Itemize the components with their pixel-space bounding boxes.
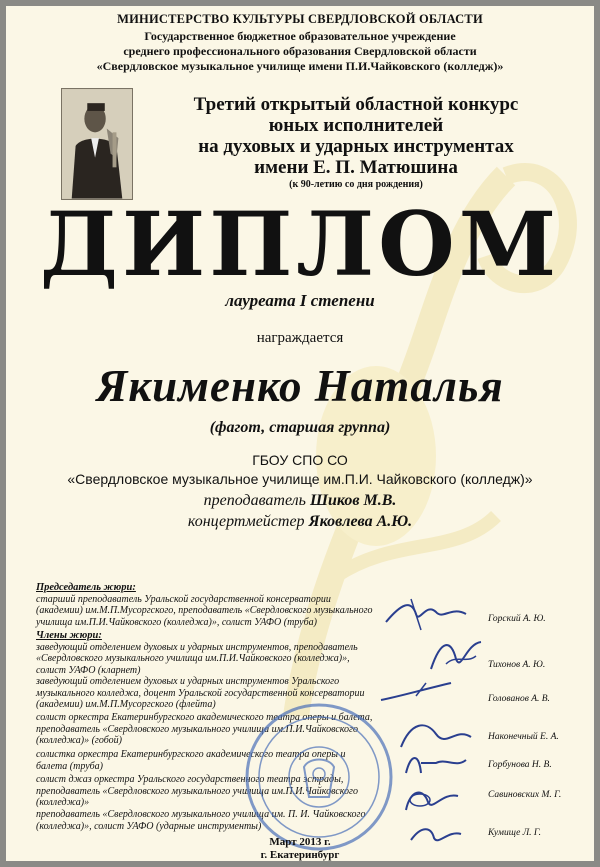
portrait-photo: [61, 88, 133, 200]
jury-member-name: Тихонов А. Ю.: [488, 660, 546, 670]
jury-member-text: преподаватель «Свердловского музыкального училища им. П. И. Чайковского (колледжа)», солист УАФО (ударные инструменты): [36, 809, 366, 832]
signature-icon: [396, 712, 476, 752]
signature-icon: [401, 748, 471, 780]
ministry-heading: МИНИСТЕРСТВО КУЛЬТУРЫ СВЕРДЛОВСКОЙ ОБЛАСТИ: [117, 12, 483, 26]
competition-title: имени Е. П. Матюшина: [254, 157, 458, 178]
jury-members-heading: Члены жюри:: [36, 630, 102, 641]
accompanist-line: [6, 513, 594, 531]
teacher-name: Шиков М.В.: [309, 492, 397, 509]
accompanist-label: концертмейстер: [187, 513, 305, 530]
issue-date: Март 2013 г.: [269, 836, 331, 848]
jury-member-name: Кумище Л. Г.: [488, 828, 541, 838]
jury-member-text: солист оркестра Екатеринбургского академического театра оперы и балета, преподаватель «Свердловского музыкального училища им.П.И.Чайковского (колледжа)» (гобой): [36, 712, 373, 746]
jury-member-text: заведующий отделением духовых и ударных инструментов Уральского музыкального колледжа, доцент Уральской государственной консерватории (академии) им.М.П.Мусоргского (флейта): [36, 676, 365, 710]
laureate-degree: лауреата I степени: [225, 291, 375, 310]
jury-member-name: Голованов А. В.: [488, 694, 550, 704]
signature-icon: [381, 594, 471, 634]
jury-member-name: Наконечный Е. А.: [488, 732, 559, 742]
winner-group: (фагот, старшая группа): [209, 419, 391, 436]
jury-chair-heading: Председатель жюри:: [36, 582, 136, 593]
jury-member-block: [36, 630, 376, 676]
jury-chair-name: Горский А. Ю.: [488, 614, 546, 624]
jury-member-text: заведующий отделением духовых и ударных инструментов, преподаватель «Свердловского музыкального училища им.П.И.Чайковского (колледжа)», солист УАФО (кларнет): [36, 641, 358, 676]
jury-chair-block: [36, 582, 376, 628]
signature-icon: [398, 782, 468, 816]
competition-title: Третий открытый областной конкурс: [193, 94, 519, 115]
awarded-label: награждается: [256, 330, 344, 346]
header-line: «Свердловское музыкальное училище имени П.И.Чайковского (колледж)»: [96, 59, 504, 73]
competition-title: на духовых и ударных инструментах: [198, 136, 514, 157]
teacher-line: [6, 492, 594, 510]
teacher-label: преподаватель: [203, 492, 306, 509]
accompanist-name: Яковлева А.Ю.: [308, 513, 413, 530]
institution-short: ГБОУ СПО СО: [252, 452, 348, 468]
jury-member-text: солистка оркестра Екатеринбургского академического театра оперы и балета (труба): [36, 749, 346, 772]
header-line: Государственное бюджетное образовательное учреждение: [144, 29, 456, 43]
jury-member-name: Савиновских М. Г.: [488, 790, 562, 800]
jury-member-name: Горбунова Н. В.: [488, 760, 552, 770]
signature-icon: [426, 634, 486, 674]
institution-full: «Свердловское музыкальное училище им.П.И. Чайковского (колледж)»: [67, 471, 533, 487]
jury-member-text: солист джаз оркестра Уральского государственного театра эстрады, преподаватель «Свердловского музыкального училища им.П.И.Чайковского (колледжа)»: [36, 774, 358, 808]
jury-chair-text: старший преподаватель Уральской государственной консерватории (академии) им.М.П.Мусоргского, преподаватель «Свердловского музыкального училища им.П.И.Чайковского (колледжа)», солист УАФО (труба): [36, 593, 373, 628]
competition-title: юных исполнителей: [268, 115, 444, 136]
header-line: среднего профессионального образования Свердловской области: [123, 44, 477, 58]
diploma-title: ДИПЛОМ: [39, 192, 561, 296]
winner-name: Якименко Наталья: [96, 361, 504, 411]
official-seal-icon: [244, 702, 394, 852]
competition-note: (к 90-летию со дня рождения): [289, 179, 423, 190]
issue-city: г. Екатеринбург: [260, 849, 340, 861]
